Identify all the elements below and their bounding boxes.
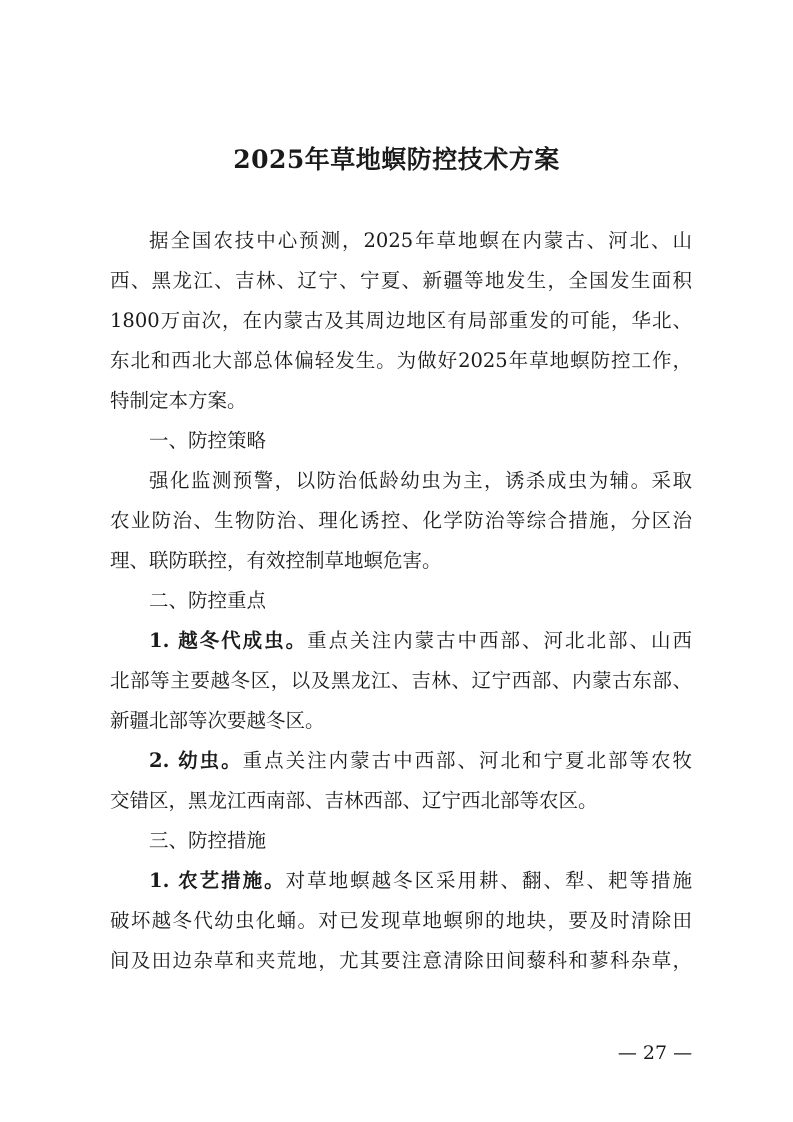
- measures-item-1-line-2: 破坏越冬代幼虫化蛹。对已发现草地螟卵的地块，要及时清除田: [110, 909, 692, 932]
- strategy-line-3: 理、联防联控，有效控制草地螟危害。: [110, 549, 442, 572]
- intro-line-4: 东北和西北大部总体偏轻发生。为做好2025年草地螟防控工作，: [110, 349, 692, 372]
- focus-item-1-text: 重点关注内蒙古中西部、河北北部、山西: [307, 629, 692, 652]
- measures-item-1-line-3: 间及田边杂草和夹荒地，尤其要注意清除田间藜科和蓼科杂草，: [110, 949, 692, 972]
- strategy-line-1: 强化监测预警，以防治低龄幼虫为主，诱杀成虫为辅。采取: [149, 469, 692, 492]
- page-number: — 27 —: [617, 1042, 693, 1064]
- strategy-line-2: 农业防治、生物防治、理化诱控、化学防治等综合措施，分区治: [110, 509, 692, 532]
- section-heading-strategy: 一、防控策略: [149, 429, 267, 452]
- focus-item-2-label: 2. 幼虫。: [149, 749, 243, 772]
- focus-item-2-text: 重点关注内蒙古中西部、河北和宁夏北部等农牧: [242, 749, 692, 772]
- document-title: 2025年草地螟防控技术方案: [233, 145, 560, 174]
- focus-item-2-line-2: 交错区，黑龙江西南部、吉林西部、辽宁西北部等农区。: [110, 789, 598, 812]
- intro-line-3: 1800万亩次，在内蒙古及其周边地区有局部重发的可能，华北、: [110, 309, 692, 332]
- focus-item-1-first-line: [110, 626, 692, 656]
- intro-line-2: 西、黑龙江、吉林、辽宁、宁夏、新疆等地发生，全国发生面积: [110, 269, 692, 292]
- focus-item-2-first-line: [110, 746, 692, 776]
- section-heading-measures: 三、防控措施: [149, 829, 267, 852]
- focus-item-1-line-2: 北部等主要越冬区，以及黑龙江、吉林、辽宁西部、内蒙古东部、: [110, 669, 692, 692]
- section-heading-focus: 二、防控重点: [149, 589, 267, 612]
- intro-line-1: 据全国农技中心预测，2025年草地螟在内蒙古、河北、山: [149, 229, 692, 252]
- focus-item-1-line-3: 新疆北部等次要越冬区。: [110, 709, 325, 732]
- intro-line-5: 特制定本方案。: [110, 389, 247, 412]
- measures-item-1-label: 1. 农艺措施。: [149, 869, 286, 892]
- measures-item-1-text: 对草地螟越冬区采用耕、翻、犁、耙等措施: [285, 869, 692, 892]
- measures-item-1-first-line: [110, 866, 692, 896]
- focus-item-1-label: 1. 越冬代成虫。: [149, 629, 308, 652]
